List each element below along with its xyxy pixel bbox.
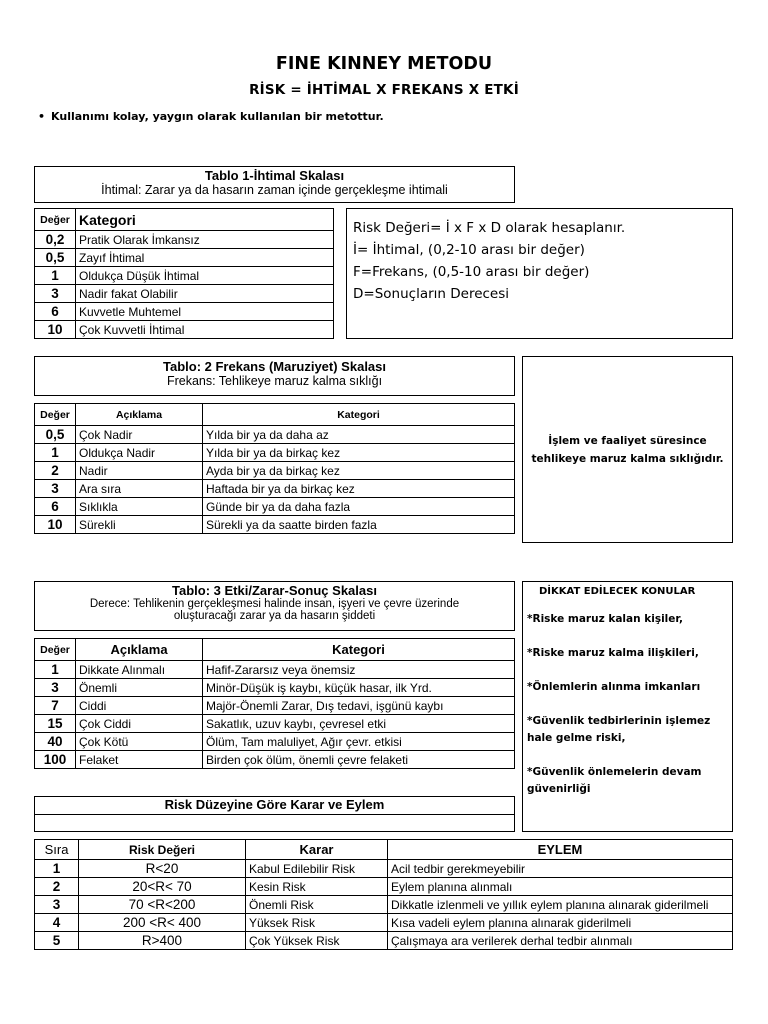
formula-line-severity: D=Sonuçların Derecesi xyxy=(353,286,510,302)
decision-cell: Önemli Risk xyxy=(246,896,388,914)
document-title: FINE KINNEY METODU xyxy=(275,54,493,74)
description-cell: Ara sıra xyxy=(76,480,203,498)
table-row xyxy=(35,914,733,932)
description-cell: Felaket xyxy=(76,751,203,769)
table1-description: İhtimal: Zarar ya da hasarın zaman içinde gerçekleşme ihtimali xyxy=(101,183,448,197)
value-cell: 1 xyxy=(35,444,76,462)
category-cell: Ayda bir ya da birkaç kez xyxy=(203,462,515,480)
value-cell: 1 xyxy=(35,661,76,679)
table4-col-value: Risk Değeri xyxy=(79,840,246,860)
table-row xyxy=(35,321,334,339)
order-cell: 4 xyxy=(35,914,79,932)
decision-header xyxy=(34,796,515,832)
table-row xyxy=(35,267,334,285)
attention-item: *Güvenlik tedbirlerinin işlemez hale gelme riski, xyxy=(527,715,711,744)
description-cell: Çok Nadir xyxy=(76,426,203,444)
formula-line-frequency: F=Frekans, (0,5-10 arası bir değer) xyxy=(353,264,590,280)
value-cell: 0,2 xyxy=(35,231,76,249)
value-cell: 2 xyxy=(35,462,76,480)
table3-severity xyxy=(34,638,515,769)
table-row xyxy=(35,480,515,498)
frequency-note-line2: tehlikeye maruz kalma sıklığıdır. xyxy=(531,452,724,465)
table2-description: Frekans: Tehlikeye maruz kalma sıklığı xyxy=(166,374,383,388)
table-row xyxy=(35,715,515,733)
description-cell: Oldukça Nadir xyxy=(76,444,203,462)
table-row xyxy=(35,661,515,679)
table3-title: Tablo: 3 Etki/Zarar-Sonuç Skalası xyxy=(172,583,377,598)
description-cell: Sıklıkla xyxy=(76,498,203,516)
table1-header xyxy=(34,166,515,203)
formula-box xyxy=(346,208,733,339)
table-row xyxy=(35,285,334,303)
table-row xyxy=(35,516,515,534)
category-cell: Majör-Önemli Zarar, Dış tedavi, işgünü kaybı xyxy=(203,697,515,715)
table-row xyxy=(35,462,515,480)
table4-col-order: Sıra xyxy=(35,840,79,860)
table3-description-line1: Derece: Tehlikenin gerçekleşmesi halinde insan, işyeri ve çevre üzerinde xyxy=(89,598,460,610)
formula-line-probability: İ= İhtimal, (0,2-10 arası bir değer) xyxy=(353,242,585,258)
attention-title: DİKKAT EDİLECEK KONULAR xyxy=(539,586,696,597)
value-cell: 3 xyxy=(35,679,76,697)
table-row xyxy=(35,498,515,516)
bullet-icon: • xyxy=(38,110,46,123)
description-cell: Ciddi xyxy=(76,697,203,715)
description-cell: Önemli xyxy=(76,679,203,697)
table2-col-description: Açıklama xyxy=(76,404,203,426)
value-cell: 3 xyxy=(35,480,76,498)
attention-box xyxy=(522,581,733,832)
value-cell: 7 xyxy=(35,697,76,715)
category-cell: Sakatlık, uzuv kaybı, çevresel etki xyxy=(203,715,515,733)
table3-col-value: Değer xyxy=(35,639,76,661)
order-cell: 1 xyxy=(35,860,79,878)
category-cell: Nadir fakat Olabilir xyxy=(76,285,334,303)
risk-value-cell: R<20 xyxy=(79,860,246,878)
table3-header xyxy=(34,581,515,631)
value-cell: 3 xyxy=(35,285,76,303)
table-row xyxy=(35,932,733,950)
value-cell: 10 xyxy=(35,516,76,534)
frequency-note-box xyxy=(522,356,733,543)
category-cell: Minör-Düşük iş kaybı, küçük hasar, ilk Yrd. xyxy=(203,679,515,697)
description-cell: Çok Kötü xyxy=(76,733,203,751)
table3-col-category: Kategori xyxy=(203,639,515,661)
category-cell: Haftada bir ya da birkaç kez xyxy=(203,480,515,498)
table2-col-value: Değer xyxy=(35,404,76,426)
value-cell: 100 xyxy=(35,751,76,769)
table2-header xyxy=(34,356,515,396)
decision-cell: Kabul Edilebilir Risk xyxy=(246,860,388,878)
description-cell: Nadir xyxy=(76,462,203,480)
action-cell: Kısa vadeli eylem planına alınarak giderilmeli xyxy=(388,914,733,932)
category-cell: Zayıf İhtimal xyxy=(76,249,334,267)
frequency-note-line1: İşlem ve faaliyet süresince xyxy=(548,434,707,447)
description-cell: Çok Ciddi xyxy=(76,715,203,733)
intro-text: Kullanımı kolay, yaygın olarak kullanılan bir metottur. xyxy=(51,110,384,123)
table3-col-description: Açıklama xyxy=(76,639,203,661)
attention-item: *Riske maruz kalan kişiler, xyxy=(527,613,684,625)
category-cell: Kuvvetle Muhtemel xyxy=(76,303,334,321)
order-cell: 3 xyxy=(35,896,79,914)
category-cell: Sürekli ya da saatte birden fazla xyxy=(203,516,515,534)
category-cell: Günde bir ya da daha fazla xyxy=(203,498,515,516)
table1-col-category: Kategori xyxy=(76,209,334,231)
attention-item: *Riske maruz kalma ilişkileri, xyxy=(527,647,699,659)
decision-title: Risk Düzeyine Göre Karar ve Eylem xyxy=(35,797,514,815)
table1-title: Tablo 1-İhtimal Skalası xyxy=(204,168,345,183)
category-cell: Çok Kuvvetli İhtimal xyxy=(76,321,334,339)
decision-cell: Kesin Risk xyxy=(246,878,388,896)
category-cell: Yılda bir ya da birkaç kez xyxy=(203,444,515,462)
action-cell: Eylem planına alınmalı xyxy=(388,878,733,896)
category-cell: Yılda bir ya da daha az xyxy=(203,426,515,444)
table-row xyxy=(35,679,515,697)
intro-bullet xyxy=(38,110,384,123)
formula-line-risk: Risk Değeri= İ x F x D olarak hesaplanır. xyxy=(353,220,626,236)
table4-col-action: EYLEM xyxy=(388,840,733,860)
table1-col-value: Değer xyxy=(35,209,76,231)
category-cell: Birden çok ölüm, önemli çevre felaketi xyxy=(203,751,515,769)
value-cell: 15 xyxy=(35,715,76,733)
risk-value-cell: R>400 xyxy=(79,932,246,950)
action-cell: Acil tedbir gerekmeyebilir xyxy=(388,860,733,878)
value-cell: 1 xyxy=(35,267,76,285)
risk-value-cell: 70 <R<200 xyxy=(79,896,246,914)
order-cell: 2 xyxy=(35,878,79,896)
description-cell: Sürekli xyxy=(76,516,203,534)
table-row xyxy=(35,697,515,715)
table-row xyxy=(35,860,733,878)
risk-value-cell: 200 <R< 400 xyxy=(79,914,246,932)
category-cell: Hafif-Zararsız veya önemsiz xyxy=(203,661,515,679)
attention-item: *Güvenlik önlemelerin devam güvenirliği xyxy=(527,766,702,795)
table-row xyxy=(35,426,515,444)
category-cell: Ölüm, Tam maluliyet, Ağır çevr. etkisi xyxy=(203,733,515,751)
table-row xyxy=(35,751,515,769)
value-cell: 6 xyxy=(35,498,76,516)
table2-col-category: Kategori xyxy=(203,404,515,426)
table-row xyxy=(35,231,334,249)
table-row xyxy=(35,733,515,751)
value-cell: 0,5 xyxy=(35,249,76,267)
risk-value-cell: 20<R< 70 xyxy=(79,878,246,896)
description-cell: Dikkate Alınmalı xyxy=(76,661,203,679)
table1-probability xyxy=(34,208,334,339)
table4-decision xyxy=(34,839,733,950)
value-cell: 10 xyxy=(35,321,76,339)
table2-title: Tablo: 2 Frekans (Maruziyet) Skalası xyxy=(163,359,386,374)
table4-col-decision: Karar xyxy=(246,840,388,860)
decision-cell: Çok Yüksek Risk xyxy=(246,932,388,950)
value-cell: 40 xyxy=(35,733,76,751)
table2-frequency xyxy=(34,403,515,534)
category-cell: Pratik Olarak İmkansız xyxy=(76,231,334,249)
table-row xyxy=(35,878,733,896)
table-row xyxy=(35,249,334,267)
table-row xyxy=(35,444,515,462)
category-cell: Oldukça Düşük İhtimal xyxy=(76,267,334,285)
order-cell: 5 xyxy=(35,932,79,950)
table-row xyxy=(35,303,334,321)
formula-subtitle: RİSK = İHTİMAL X FREKANS X ETKİ xyxy=(249,82,519,98)
action-cell: Çalışmaya ara verilerek derhal tedbir alınmalı xyxy=(388,932,733,950)
attention-item: *Önlemlerin alınma imkanları xyxy=(527,681,701,693)
action-cell: Dikkatle izlenmeli ve yıllık eylem planına alınarak giderilmeli xyxy=(388,896,733,914)
decision-cell: Yüksek Risk xyxy=(246,914,388,932)
value-cell: 6 xyxy=(35,303,76,321)
table-row xyxy=(35,896,733,914)
value-cell: 0,5 xyxy=(35,426,76,444)
table3-description-line2: oluşturacağı zarar ya da hasarın şiddeti xyxy=(173,610,376,622)
